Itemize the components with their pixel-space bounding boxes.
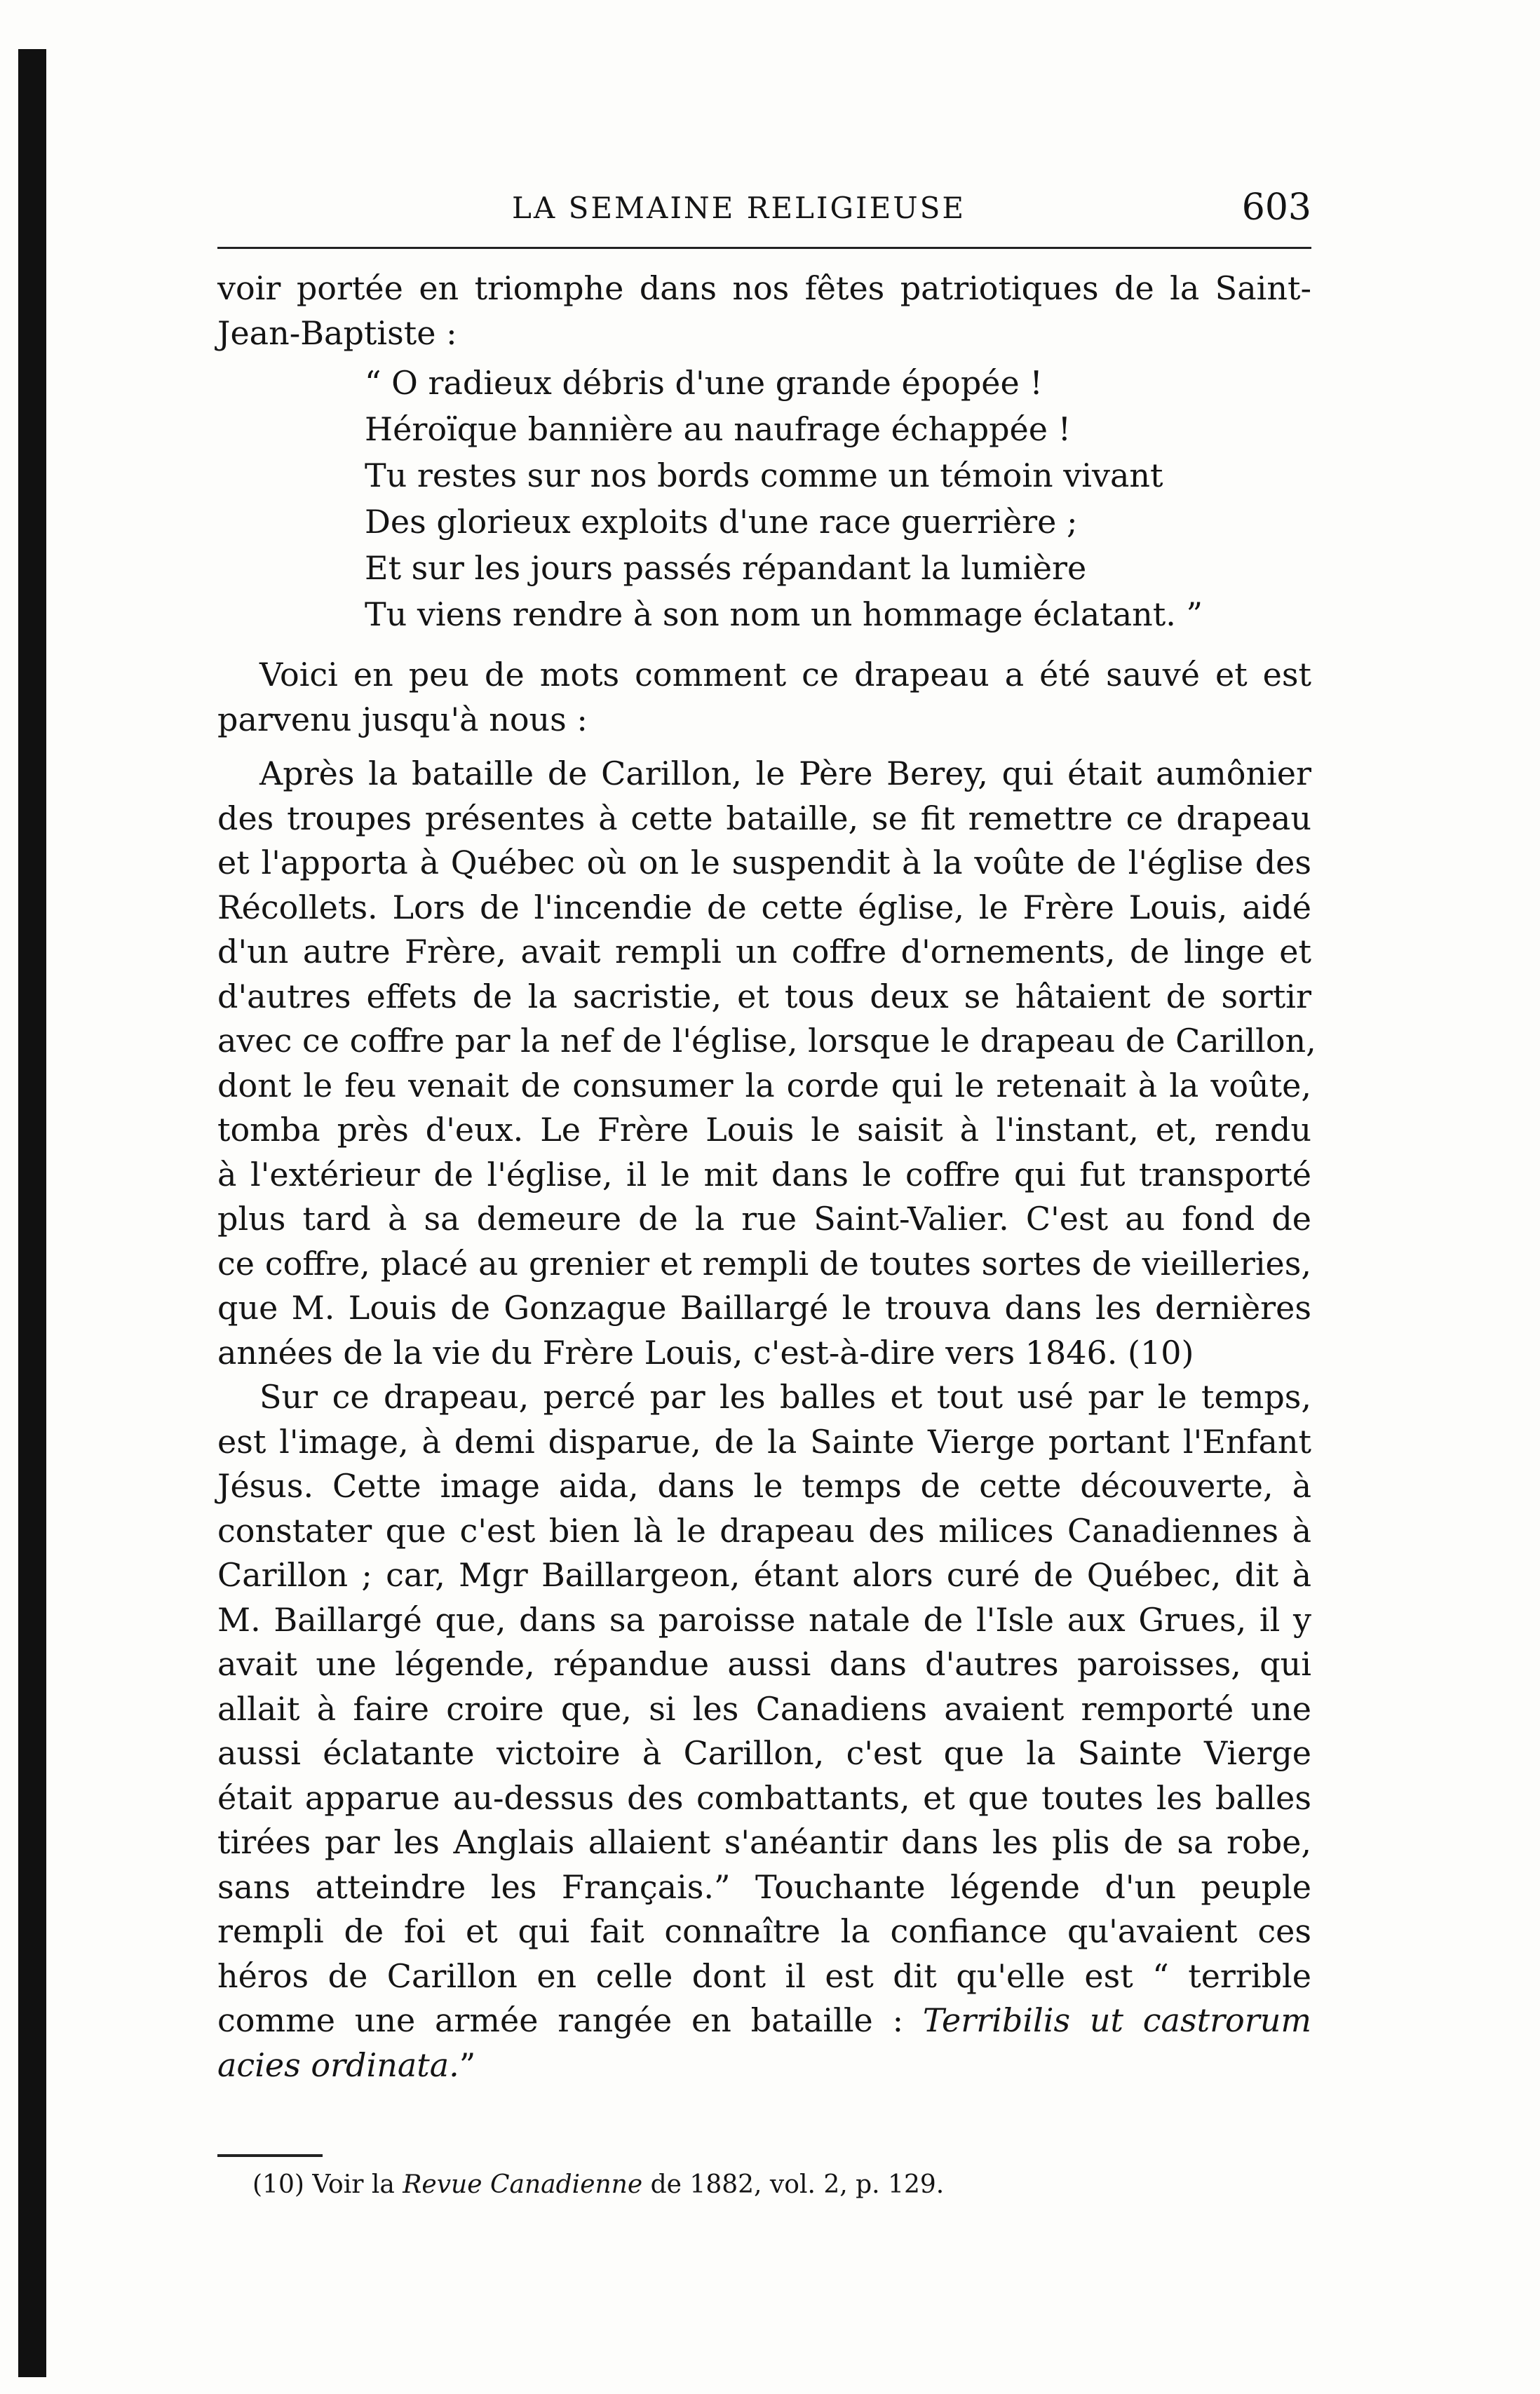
- text-line: dont le feu venait de consumer la corde qui le retenait à la voûte,: [217, 1066, 1311, 1104]
- text-line: Récollets. Lors de l'incendie de cette église, le Frère Louis, aidé: [217, 888, 1311, 926]
- text-line: tomba près d'eux. Le Frère Louis le saisit à l'instant, et, rendu: [217, 1111, 1311, 1149]
- text-line: héros de Carillon en celle dont il est dit qu'elle est “ terrible: [217, 1956, 1311, 1995]
- body-text: [217, 266, 1316, 2088]
- text-line: aussi éclatante victoire à Carillon, c'est que la Sainte Vierge: [217, 1734, 1311, 1772]
- text-line: Jean-Baptiste :: [217, 313, 457, 352]
- footnote: [252, 2170, 944, 2200]
- text-line: Voici en peu de mots comment ce drapeau a été sauvé et est: [259, 656, 1311, 694]
- poem-line: Héroïque bannière au naufrage échappée !: [365, 410, 1072, 448]
- text-line: M. Baillargé que, dans sa paroisse natale de l'Isle aux Grues, il y: [217, 1600, 1311, 1639]
- text-line: allait à faire croire que, si les Canadiens avaient remporté une: [217, 1689, 1311, 1728]
- text-line: années de la vie du Frère Louis, c'est-à-dire vers 1846. (10): [217, 1333, 1194, 1372]
- text-line: que M. Louis de Gonzague Baillargé le trouva dans les dernières: [217, 1289, 1311, 1327]
- latin-quote: acies ordinata.: [217, 2045, 459, 2084]
- text-line: sans atteindre les Français.” Touchante légende d'un peuple: [217, 1867, 1311, 1906]
- text-line: à l'extérieur de l'église, il le mit dans le coffre qui fut transporté: [217, 1155, 1311, 1193]
- closing-quote: ”: [459, 2045, 476, 2084]
- latin-quote: Terribilis ut castrorum: [922, 2001, 1311, 2039]
- running-title: LA SEMAINE RELIGIEUSE: [512, 191, 966, 225]
- text-line: était apparue au-dessus des combattants, et que toutes les balles: [217, 1778, 1311, 1817]
- poem-line: Des glorieux exploits d'une race guerrière ;: [365, 503, 1078, 541]
- footnote-journal: Revue Canadienne: [403, 2170, 643, 2199]
- poem-quote: [365, 360, 1311, 637]
- text-line: ce coffre, placé au grenier et rempli de toutes sortes de vieilleries,: [217, 1244, 1311, 1283]
- binding-edge: [18, 49, 46, 2377]
- text-line: Sur ce drapeau, percé par les balles et tout usé par le temps,: [259, 1378, 1311, 1416]
- running-header: [217, 187, 1311, 233]
- text-line: avait une légende, répandue aussi dans d'autres paroisses, qui: [217, 1645, 1311, 1683]
- footnote-rule: [217, 2154, 323, 2157]
- text-line: avec ce coffre par la nef de l'église, lorsque le drapeau de Carillon,: [217, 1022, 1316, 1060]
- poem-line: Tu viens rendre à son nom un hommage éclatant. ”: [365, 595, 1203, 633]
- text-line: [217, 1999, 1311, 2043]
- text-span: comme une armée rangée en bataille :: [217, 2001, 923, 2039]
- text-line: voir portée en triomphe dans nos fêtes patriotiques de la Saint-: [217, 269, 1311, 307]
- header-rule: [217, 247, 1311, 249]
- text-line: d'autres effets de la sacristie, et tous deux se hâtaient de sortir: [217, 977, 1311, 1015]
- text-line: parvenu jusqu'à nous :: [217, 700, 588, 738]
- text-line: Carillon ; car, Mgr Baillargeon, étant alors curé de Québec, dit à: [217, 1556, 1311, 1594]
- poem-line: Tu restes sur nos bords comme un témoin vivant: [365, 457, 1163, 494]
- poem-line: Et sur les jours passés répandant la lumière: [365, 549, 1087, 587]
- text-line: des troupes présentes à cette bataille, se fit remettre ce drapeau: [217, 799, 1311, 837]
- text-line: Jésus. Cette image aida, dans le temps de cette découverte, à: [217, 1467, 1311, 1505]
- text-line: tirées par les Anglais allaient s'anéantir dans les plis de sa robe,: [217, 1823, 1311, 1861]
- text-line: et l'apporta à Québec où on le suspendit à la voûte de l'église des: [217, 844, 1311, 881]
- text-line: Après la bataille de Carillon, le Père Berey, qui était aumônier: [259, 755, 1311, 792]
- text-line: rempli de foi et qui fait connaître la confiance qu'avaient ces: [217, 1912, 1311, 1950]
- page-number: 603: [1241, 187, 1311, 229]
- text-line: est l'image, à demi disparue, de la Sainte Vierge portant l'Enfant: [217, 1422, 1311, 1461]
- text-line: d'un autre Frère, avait rempli un coffre d'ornements, de linge et: [217, 933, 1311, 971]
- text-line: constater que c'est bien là le drapeau des milices Canadiennes à: [217, 1511, 1311, 1550]
- text-line: [217, 2043, 1311, 2088]
- footnote-prefix: (10) Voir la: [252, 2170, 403, 2199]
- poem-line: “ O radieux débris d'une grande épopée !: [365, 364, 1043, 402]
- footnote-suffix: de 1882, vol. 2, p. 129.: [642, 2170, 945, 2199]
- text-line: plus tard à sa demeure de la rue Saint-Valier. C'est au fond de: [217, 1200, 1311, 1238]
